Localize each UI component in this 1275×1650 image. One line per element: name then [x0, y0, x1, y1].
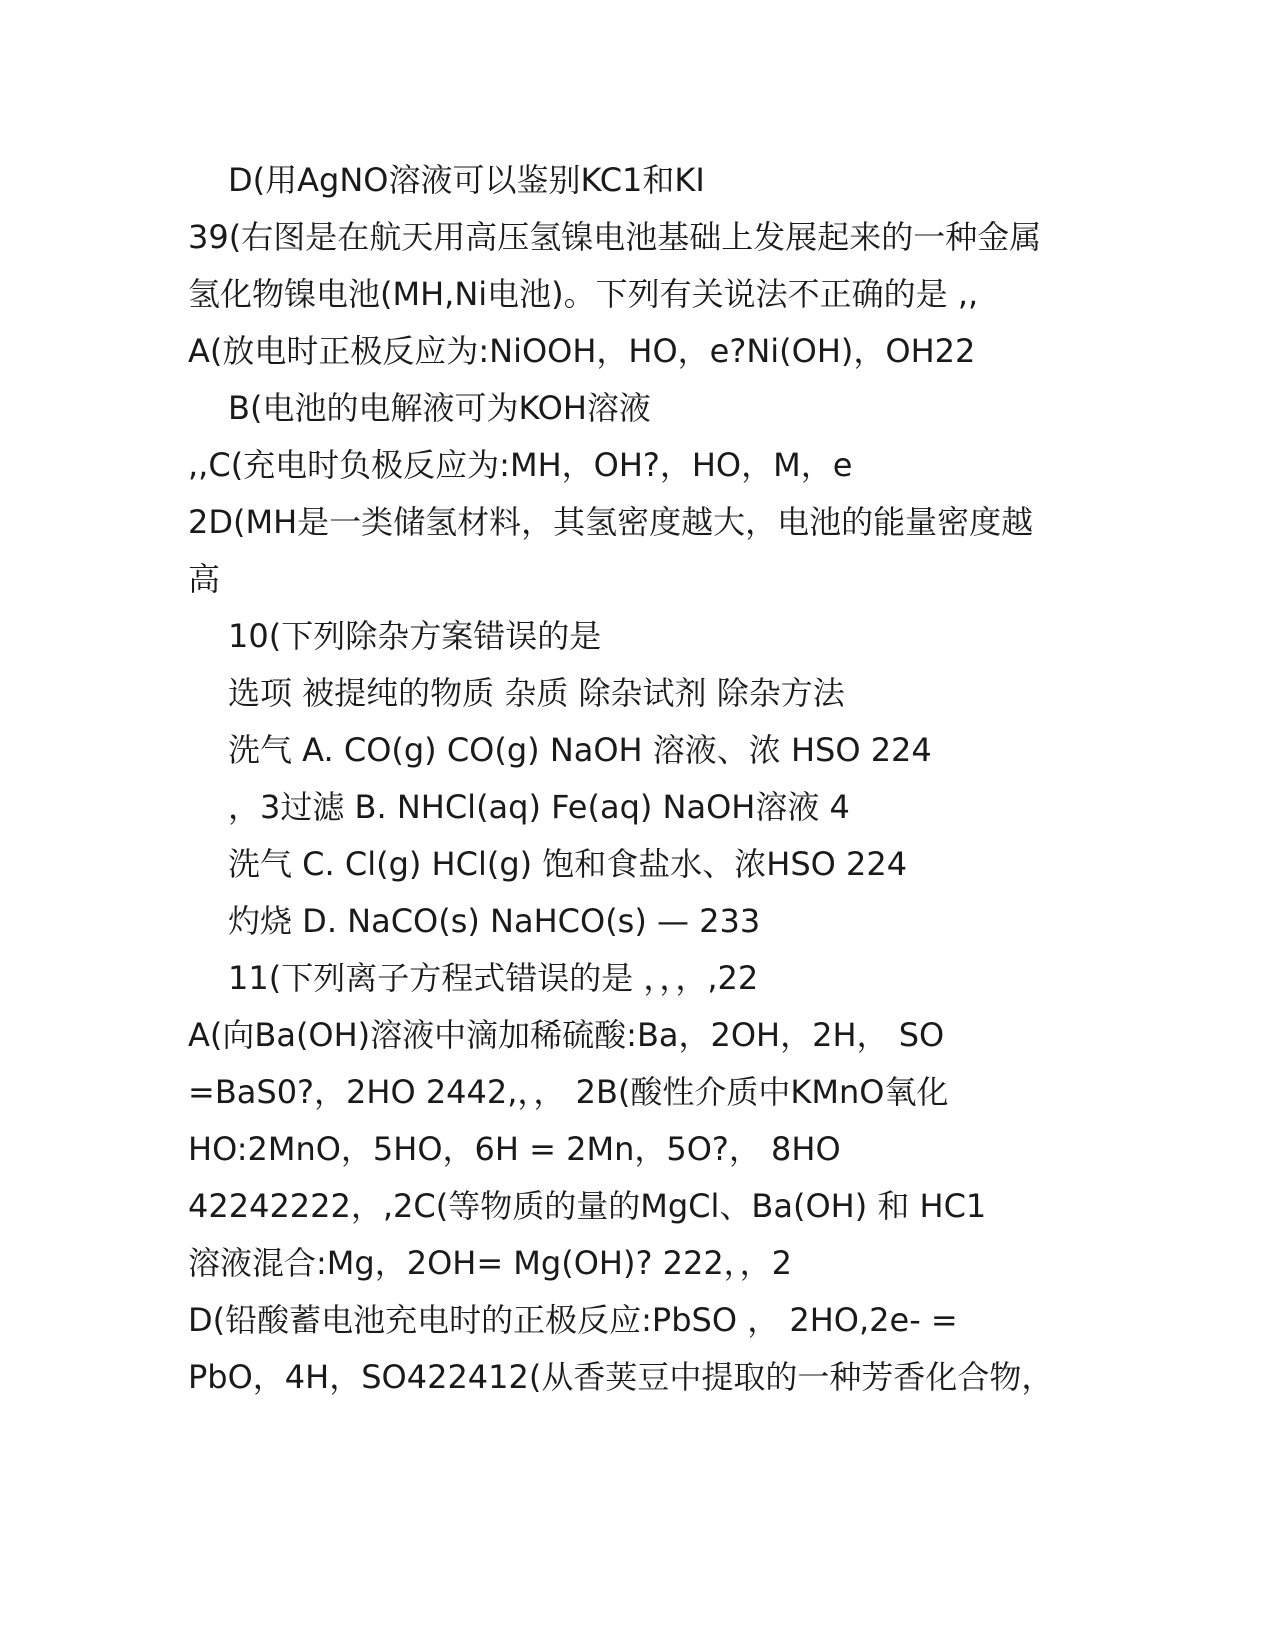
- text-line: 39(右图是在航天用高压氢镍电池基础上发展起来的一种金属: [188, 218, 1042, 256]
- text-line: =BaS0?，2HO 2442,，， 2B(酸性介质中KMnO氧化: [188, 1073, 949, 1111]
- text-line: 2D(MH是一类储氢材料，其氢密度越大，电池的能量密度越: [188, 503, 1034, 541]
- text-line: 选项 被提纯的物质 杂质 除杂试剂 除杂方法: [228, 674, 845, 712]
- document-text-block: [188, 152, 1088, 1406]
- text-line: ，3过滤 B. NHCl(aq) Fe(aq) NaOH溶液 4: [228, 788, 850, 826]
- text-line: B(电池的电解液可为KOH溶液: [228, 389, 651, 427]
- text-line: 高: [188, 560, 221, 598]
- text-line: PbO，4H，SO422412(从香荚豆中提取的一种芳香化合物，: [188, 1358, 1054, 1396]
- text-line: 灼烧 D. NaCO(s) NaHCO(s) — 233: [228, 902, 761, 940]
- text-line: A(放电时正极反应为:NiOOH，HO，e?Ni(OH)，OH22: [188, 332, 976, 370]
- text-line: A(向Ba(OH)溶液中滴加稀硫酸:Ba，2OH，2H， SO: [188, 1016, 945, 1054]
- text-line: HO:2MnO，5HO，6H = 2Mn，5O?， 8HO: [188, 1130, 841, 1168]
- text-line: 11(下列离子方程式错误的是 ，，，,22: [228, 959, 759, 997]
- text-line: 42242222，,2C(等物质的量的MgCl、Ba(OH) 和 HC1: [188, 1187, 987, 1225]
- text-line: 氢化物镍电池(MH,Ni电池)。下列有关说法不正确的是 ,,: [188, 275, 979, 313]
- text-line: ,,C(充电时负极反应为:MH，OH?，HO，M，e: [188, 446, 853, 484]
- text-line: 洗气 C. Cl(g) HCl(g) 饱和食盐水、浓HSO 224: [228, 845, 908, 883]
- text-line: 洗气 A. CO(g) CO(g) NaOH 溶液、浓 HSO 224: [228, 731, 932, 769]
- text-line: 溶液混合:Mg，2OH= Mg(OH)? 222，，2: [188, 1244, 793, 1282]
- text-line: 10(下列除杂方案错误的是: [228, 617, 602, 655]
- text-line: D(用AgNO溶液可以鉴别KC1和KI: [228, 161, 705, 199]
- text-line: D(铅酸蓄电池充电时的正极反应:PbSO ， 2HO,2e- =: [188, 1301, 958, 1339]
